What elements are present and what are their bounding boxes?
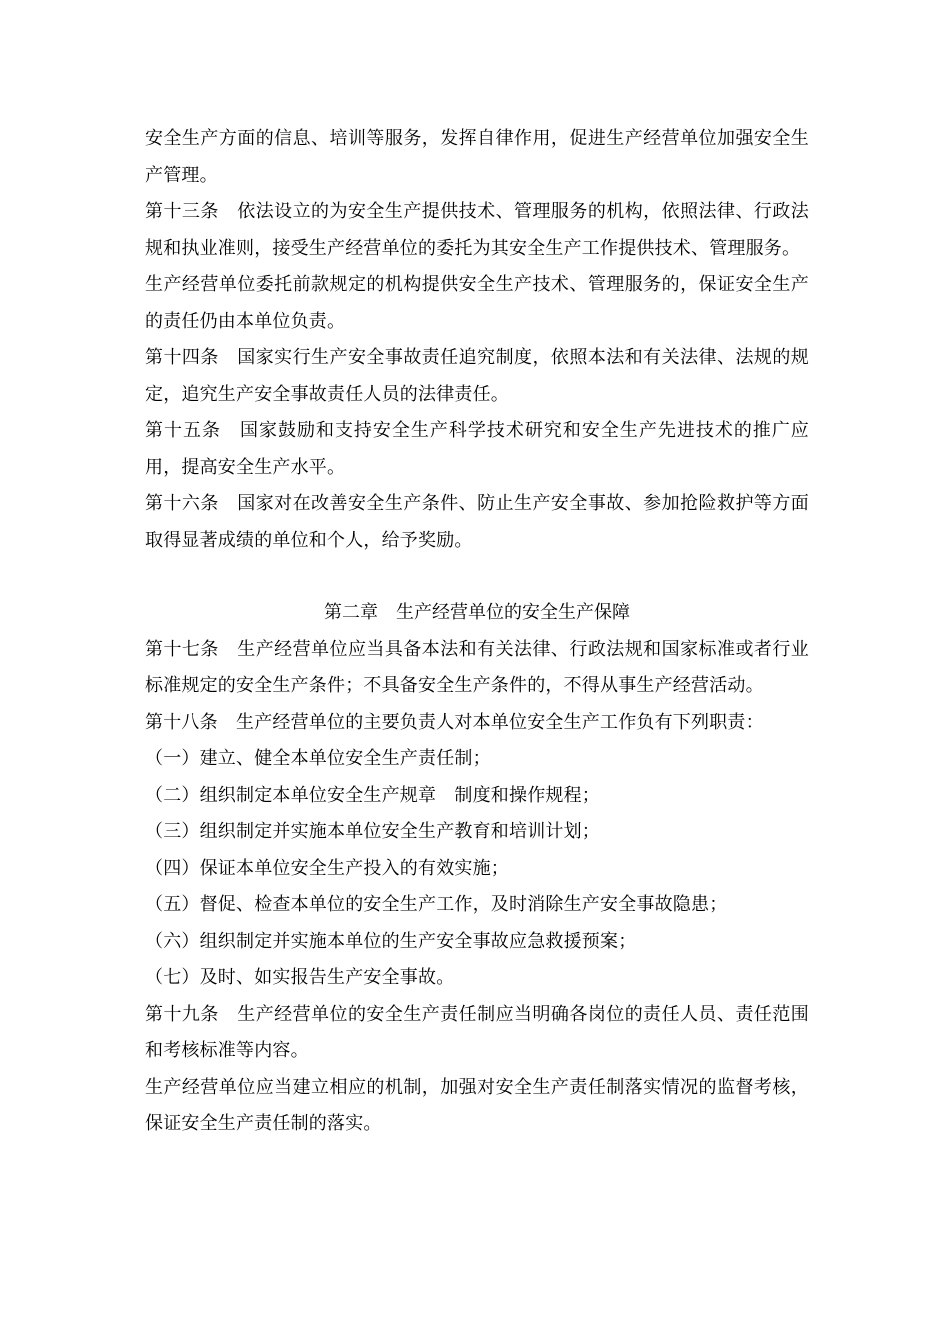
article-18-item-7: （七）及时、如实报告生产安全事故。 (145, 967, 455, 988)
chapter-title: 第二章 生产经营单位的安全生产保障 (324, 602, 630, 623)
article-14: 第十四条 国家实行生产安全事故责任追究制度，依照本法和有关法律、法规的规定，追究生产安全事故责任人员的法律责任。 (145, 347, 809, 405)
article-18-item-3: （三）组织制定并实施本单位安全生产教育和培训计划； (145, 821, 600, 842)
article-19-paragraph-2: 生产经营单位应当建立相应的机制，加强对安全生产责任制落实情况的监督考核，保证安全生产责任制的落实。 (145, 1076, 809, 1134)
document-body (145, 121, 809, 1143)
article-18-item-5: （五）督促、检查本单位的安全生产工作，及时消除生产安全事故隐患； (145, 894, 728, 915)
article-13: 第十三条 依法设立的为安全生产提供技术、管理服务的机构，依照法律、行政法规和执业准则，接受生产经营单位的委托为其安全生产工作提供技术、管理服务。 (145, 201, 809, 259)
article-16: 第十六条 国家对在改善安全生产条件、防止生产安全事故、参加抢险救护等方面取得显著成绩的单位和个人，给予奖励。 (145, 493, 809, 551)
article-18-item-4: （四）保证本单位安全生产投入的有效实施； (145, 857, 509, 879)
article-18-item-2: （二）组织制定本单位安全生产规章 制度和操作规程； (145, 784, 600, 806)
article-18-item-1: （一）建立、健全本单位安全生产责任制； (145, 748, 491, 769)
article-17: 第十七条 生产经营单位应当具备本法和有关法律、行政法规和国家标准或者行业标准规定的安全生产条件；不具备安全生产条件的，不得从事生产经营活动。 (145, 638, 809, 696)
article-15: 第十五条 国家鼓励和支持安全生产科学技术研究和安全生产先进技术的推广应用，提高安全生产水平。 (145, 420, 809, 478)
paragraph-continuation: 安全生产方面的信息、培训等服务，发挥自律作用，促进生产经营单位加强安全生产管理。 (145, 128, 809, 186)
article-19: 第十九条 生产经营单位的安全生产责任制应当明确各岗位的责任人员、责任范围和考核标准等内容。 (145, 1003, 809, 1061)
article-18: 第十八条 生产经营单位的主要负责人对本单位安全生产工作负有下列职责： (145, 711, 764, 733)
article-13-paragraph-2: 生产经营单位委托前款规定的机构提供安全生产技术、管理服务的，保证安全生产的责任仍由本单位负责。 (145, 274, 809, 332)
article-18-item-6: （六）组织制定并实施本单位的生产安全事故应急救援预案； (145, 930, 637, 952)
